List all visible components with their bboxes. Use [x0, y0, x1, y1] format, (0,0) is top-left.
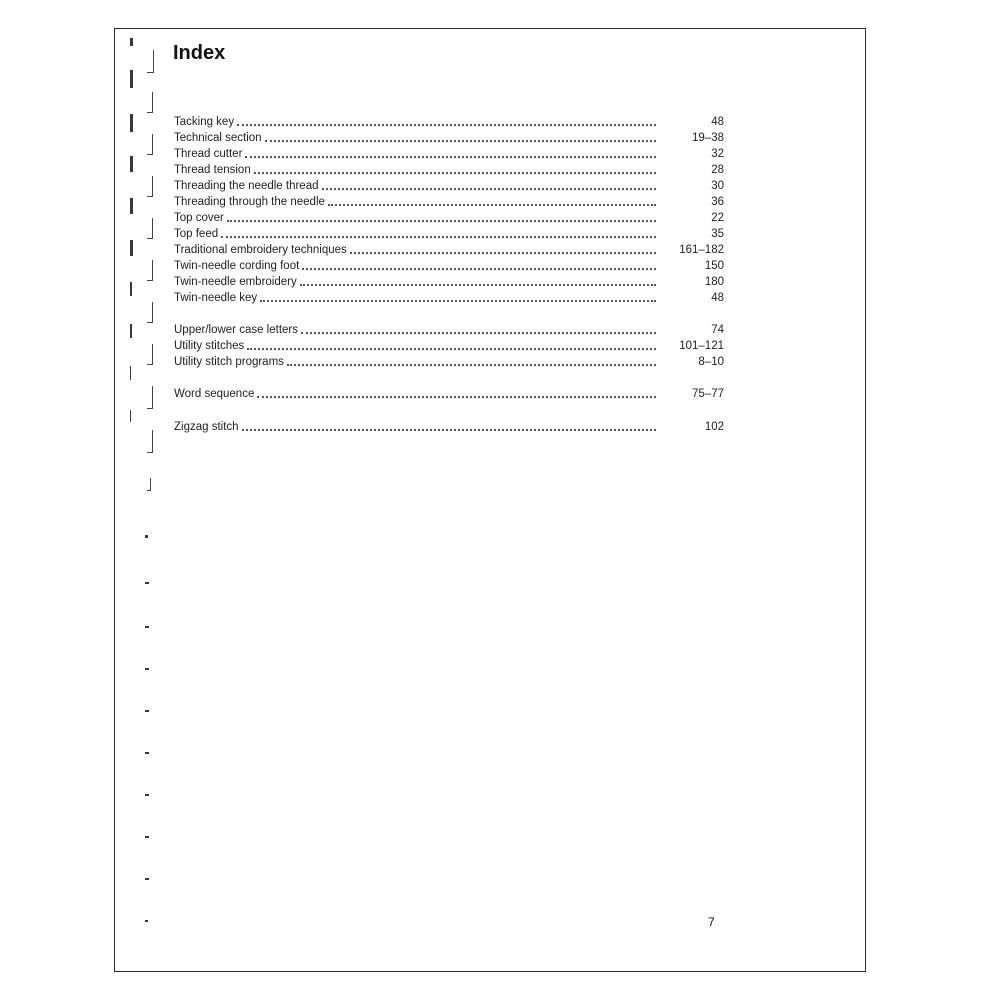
entry-page: 48	[711, 292, 724, 304]
entry-page: 180	[704, 276, 724, 288]
dot-leader	[254, 172, 656, 174]
entry-page: 36	[711, 196, 724, 208]
entry-text: Threading through the needle	[174, 196, 325, 208]
index-entry	[174, 226, 724, 242]
entry-page: 32	[711, 148, 724, 160]
entry-page: 28	[711, 164, 724, 176]
entry-page: 22	[711, 212, 724, 224]
entry-text: Technical section	[174, 132, 262, 144]
dot-leader	[350, 252, 656, 254]
entry-text: Thread tension	[174, 164, 251, 176]
dot-leader	[302, 268, 656, 270]
index-entry	[174, 338, 724, 354]
dot-leader	[328, 204, 656, 206]
index-entry	[174, 258, 724, 274]
index-entry	[174, 194, 724, 210]
dot-leader	[322, 188, 657, 190]
entry-text: Zigzag stitch	[174, 421, 239, 433]
index-entry	[174, 242, 724, 258]
index-entry	[174, 146, 724, 162]
entry-text: Twin-needle key	[174, 292, 258, 304]
binding-marks	[125, 30, 160, 950]
entry-text: Tacking key	[174, 116, 235, 128]
dot-leader	[287, 364, 656, 366]
dot-leader	[221, 236, 656, 238]
entry-text: Word sequence	[174, 388, 255, 400]
entry-text: Upper/lower case letters	[174, 324, 298, 336]
index-entry	[174, 274, 724, 290]
entry-text: Traditional embroidery techniques	[174, 244, 347, 256]
entry-text: Top feed	[174, 228, 219, 240]
entry-text: Threading the needle thread	[174, 180, 319, 192]
index-entry	[174, 322, 724, 338]
dot-leader	[247, 348, 656, 350]
entry-page: 35	[711, 228, 724, 240]
entry-text: Twin-needle embroidery	[174, 276, 297, 288]
dot-leader	[265, 140, 656, 142]
dot-leader	[301, 332, 656, 334]
dot-leader	[242, 429, 656, 431]
page-number: 7	[708, 915, 715, 929]
entry-text: Twin-needle cording foot	[174, 260, 300, 272]
index-entry	[174, 178, 724, 194]
dot-leader	[245, 156, 656, 158]
entry-page: 19–38	[692, 132, 724, 144]
dot-leader	[257, 396, 656, 398]
entry-page: 161–182	[679, 244, 724, 256]
index-entry	[174, 130, 724, 146]
index-entry	[174, 354, 724, 370]
index-entry	[174, 419, 724, 435]
entry-text: Utility stitch programs	[174, 356, 284, 368]
entry-page: 8–10	[698, 356, 724, 368]
entry-page: 75–77	[692, 388, 724, 400]
entry-page: 74	[711, 324, 724, 336]
dot-leader	[227, 220, 656, 222]
index-entry	[174, 290, 724, 306]
dot-leader	[237, 124, 656, 126]
entry-page: 48	[711, 116, 724, 128]
entry-page: 150	[704, 260, 724, 272]
entry-page: 101–121	[679, 340, 724, 352]
index-entry	[174, 114, 724, 130]
dot-leader	[260, 300, 656, 302]
entry-text: Top cover	[174, 212, 224, 224]
dot-leader	[300, 284, 656, 286]
entry-text: Thread cutter	[174, 148, 243, 160]
entry-page: 102	[704, 421, 724, 433]
page-title: Index	[173, 42, 226, 64]
entry-text: Utility stitches	[174, 340, 245, 352]
index-entry	[174, 210, 724, 226]
index-entry	[174, 386, 724, 402]
index-entry	[174, 162, 724, 178]
entry-page: 30	[711, 180, 724, 192]
